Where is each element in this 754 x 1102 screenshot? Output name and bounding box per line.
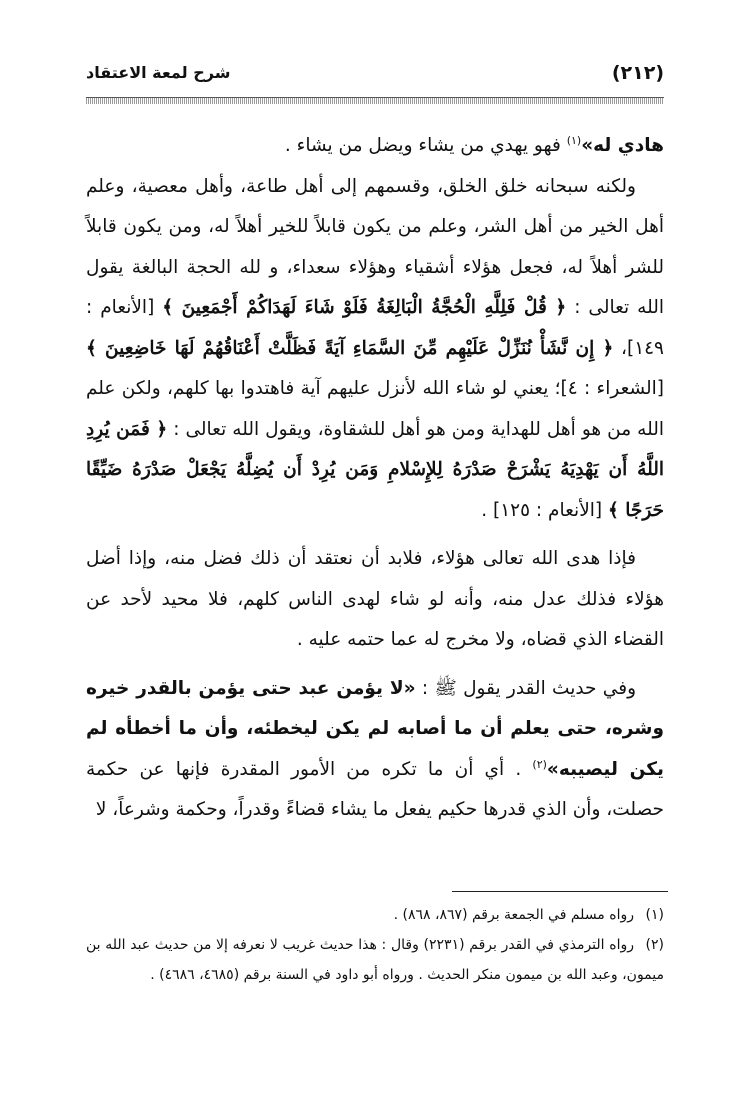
quran-verse-anam-149: ﴿ قُلْ فَلِلَّهِ الْحُجَّةُ الْبَالِغَةُ فَلَوْ شَاءَ لَهَدَاكُمْ أَجْمَعِينَ ﴾ <box>162 297 567 318</box>
paragraph-1-text: فهو يهدي من يشاء ويضل من يشاء . <box>284 135 567 156</box>
hadith-end-fragment: هادي له» <box>581 135 664 156</box>
footnote-ref-1: (١) <box>566 133 582 147</box>
footnote-number: (١) <box>645 907 664 923</box>
footnote-ref-2: (٢) <box>532 757 547 771</box>
quran-verse-shuara-4: ﴿ إِن نَّشَأْ نُنَزِّلْ عَلَيْهِم مِّنَ السَّمَاءِ آيَةً فَظَلَّتْ أَعْنَاقُهُمْ لَهَا خَاضِعِينَ ﴾ <box>86 337 614 359</box>
footnote-1 <box>86 900 664 930</box>
paragraph-2-text-3: [الشعراء : ٤]؛ يعني لو شاء الله لأنزل عليهم آية فاهتدوا بها كلهم، ولكن علم الله من هو أهل للهداية ومن هو أهل للشقاوة، ويقول الله تعالى : <box>86 378 664 440</box>
page-number: (٢١٢) <box>611 62 664 84</box>
page-header <box>86 60 664 88</box>
paragraph-2 <box>86 167 664 532</box>
footnote-text: رواه مسلم في الجمعة برقم (٨٦٧، ٨٦٨) . <box>393 907 634 923</box>
footnote-text: رواه الترمذي في القدر برقم (٢٢٣١) وقال : هذا حديث غريب لا نعرفه إلا من حديث عبد الله بن ميمون، وعبد الله بن ميمون منكر الحديث . ورواه أبو داود في السنة برقم (٤٦٨٥، ٤٦٨٦) . <box>86 937 664 983</box>
running-title: شرح لمعة الاعتقاد <box>86 63 231 82</box>
paragraph-2-text-2: [الأنعام : ١٤٩]، <box>86 297 664 359</box>
paragraph-4 <box>86 669 664 831</box>
main-text <box>86 126 664 831</box>
paragraph-4-text-2: . أي أن ما تكره من الأمور المقدرة فإنها عن حكمة حصلت، وأن الذي قدرها حكيم يفعل ما يشاء قضاءً وقدراً، وحكمة وشرعاً، لا <box>86 758 664 820</box>
footnote-separator <box>452 891 668 892</box>
header-rule <box>86 97 664 104</box>
paragraph-1 <box>86 126 664 167</box>
hadith-text: «لا يؤمن عبد حتى يؤمن بالقدر خيره وشره، حتى يعلم أن ما أصابه لم يكن ليخطئه، وأن ما أخطأه لم يكن ليصيبه» <box>86 677 664 780</box>
footnote-number: (٢) <box>645 937 664 953</box>
paragraph-2-text-1: ولكنه سبحانه خلق الخلق، وقسمهم إلى أهل طاعة، وأهل معصية، وعلم أهل الخير من أهل الشر، وعلم من يكون قابلاً للخير أهلاً له، ومن يكون قابلاً للشر أهلاً له، فجعل هؤلاء أشقياء وهؤلاء سعداء، و لله الحجة البالغة يقول الله تعالى : <box>86 175 664 318</box>
footnote-2 <box>86 930 664 990</box>
quran-verse-anam-125: ﴿ فَمَن يُرِدِ اللَّهُ أَن يَهْدِيَهُ يَشْرَحْ صَدْرَهُ لِلإِسْلامِ وَمَن يُرِدْ أَن يُضِلَّهُ يَجْعَلْ صَدْرَهُ ضَيِّقًا حَرَجًا ﴾ <box>86 418 664 521</box>
footnotes <box>86 900 664 990</box>
paragraph-2-text-4: [الأنعام : ١٢٥] . <box>481 499 608 521</box>
paragraph-3: فإذا هدى الله تعالى هؤلاء، فلابد أن نعتقد أن ذلك فضل منه، وإذا أضل هؤلاء فذلك عدل منه، وأنه لو شاء لهدى الناس كلهم، فلا محيد لأحد عن القضاء الذي قضاه، ولا مخرج له عما حتمه عليه . <box>86 548 664 650</box>
paragraph-4-text-1: وفي حديث القدر يقول ﷺ : <box>415 677 637 699</box>
